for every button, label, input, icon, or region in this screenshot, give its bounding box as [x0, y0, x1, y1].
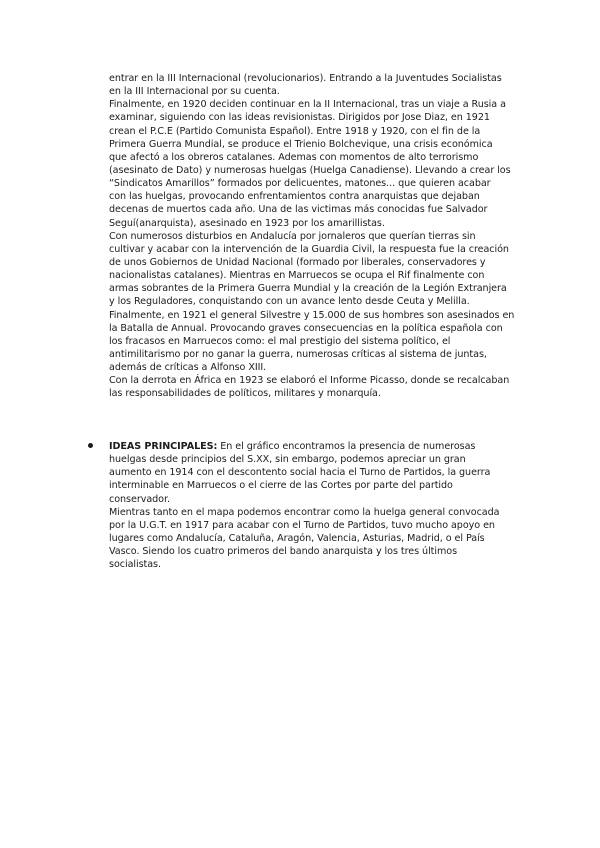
text-line: (asesinato de Dato) y numerosas huelgas (Huelga Canadiense). Llevando a crear los [109, 164, 511, 176]
text-line: entrar en la III Internacional (revolucionarios). Entrando a la Juventudes Socialistas [109, 73, 502, 84]
body-paragraphs [109, 72, 529, 401]
text-line: nacionalistas catalanes). Mientras en Marruecos se ocupa el Rif finalmente con [109, 270, 485, 282]
text-line: la Batalla de Annual. Provocando graves consecuencias en la política española con [109, 322, 503, 334]
text-line: además de críticas a Alfonso XIII. [109, 362, 267, 374]
text-line: Vasco. Siendo los cuatro primeros del bando anarquista y los tres últimos [109, 546, 458, 558]
text-line: Seguí(anarquista), asesinado en 1923 por los amarillistas. [109, 217, 385, 229]
text-line: “Sindicatos Amarillos” formados por delicuentes, matones... que quieren acabar [109, 178, 491, 190]
text-line: lugares como Andalucía, Cataluña, Aragón, Valencia, Asturias, Madrid, o el País [109, 532, 485, 544]
ideas-principales-bullet [109, 440, 529, 571]
text-line: aumento en 1914 con el descontento social hacia el Turno de Partidos, la guerra [109, 467, 491, 479]
text-line: crean el P.C.E (Partido Comunista Español). Entre 1918 y 1920, con el fin de la [109, 125, 481, 137]
ideas-heading: IDEAS PRINCIPALES: [109, 441, 218, 452]
text-line: interminable en Marruecos o el cierre de las Cortes por parte del partido [109, 480, 453, 492]
text-line: por la U.G.T. en 1917 para acabar con el Turno de Partidos, tuvo mucho apoyo en [109, 519, 495, 531]
text-line: socialistas. [109, 559, 161, 571]
text-line: Finalmente, en 1921 el general Silvestre y 15.000 de sus hombres son asesinados en [109, 309, 515, 321]
text-line: que afectó a los obreros catalanes. Ademas con momentos de alto terrorismo [109, 151, 479, 163]
text-line: antimilitarismo por no ganar la guerra, numerosas críticas al sistema de juntas, [109, 348, 487, 360]
text-line: conservador. [109, 493, 170, 505]
text-line: las responsabilidades de políticos, militares y monarquía. [109, 388, 381, 400]
text-line: los fracasos en Marruecos como: el mal prestigio del sistema político, el [109, 335, 451, 347]
text-line: Con la derrota en África en 1923 se elaboró el Informe Picasso, donde se recalcaban [109, 375, 510, 387]
text-line: decenas de muertos cada año. Una de las victimas más conocidas fue Salvador [109, 204, 488, 216]
bullet-first-line [109, 440, 529, 453]
bullet-first-line-text: En el gráfico encontramos la presencia de numerosas [217, 441, 476, 452]
text-line: en la III Internacional por su cuenta. [109, 86, 280, 98]
text-line: con las huelgas, provocando enfrentamientos contra anarquistas que dejaban [109, 191, 480, 203]
text-line: Con numerosos disturbios en Andalucía por jornaleros que querían tierras sin [109, 230, 476, 242]
text-line: Primera Guerra Mundial, se produce el Trienio Bolchevique, una crisis económica [109, 138, 493, 150]
text-line: examinar, siguiendo con las ideas revisionistas. Dirigidos por Jose Diaz, en 1921 [109, 112, 490, 124]
text-line: armas sobrantes de la Primera Guerra Mundial y la creación de la Legión Extranjera [109, 283, 507, 295]
bullet-dot-icon [88, 443, 93, 448]
text-line: de unos Gobiernos de Unidad Nacional (formado por liberales, conservadores y [109, 256, 486, 268]
text-line: y los Reguladores, conquistando con un avance lento desde Ceuta y Melilla. [109, 296, 470, 308]
text-line: huelgas desde principios del S.XX, sin embargo, podemos apreciar un gran [109, 454, 466, 466]
text-line: cultivar y acabar con la intervención de la Guardia Civil, la respuesta fue la creación [109, 243, 509, 255]
text-line: Mientras tanto en el mapa podemos encontrar como la huelga general convocada [109, 506, 500, 518]
text-line: Finalmente, en 1920 deciden continuar en la II Internacional, tras un viaje a Rusia a [109, 99, 506, 111]
